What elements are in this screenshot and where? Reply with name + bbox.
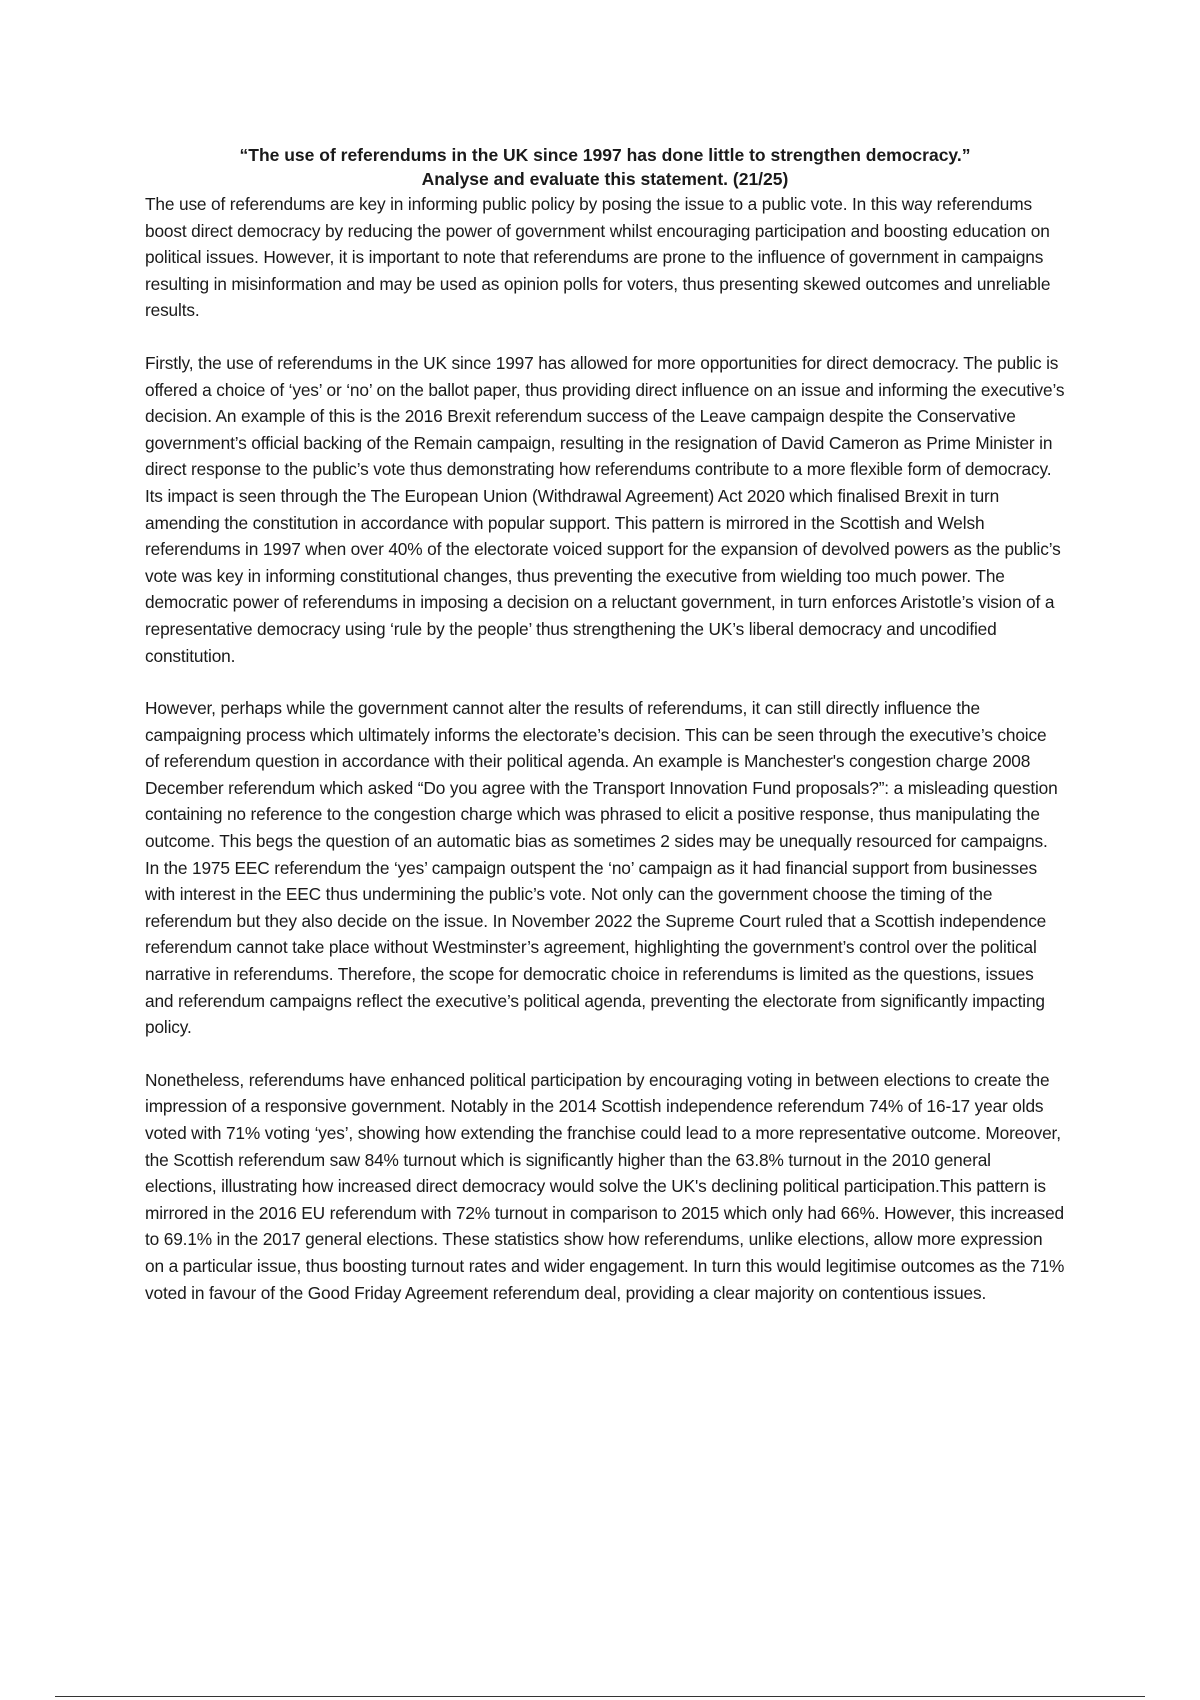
intro-paragraph: The use of referendums are key in informing public policy by posing the issue to a public vote. In this way referendums boost direct democracy by reducing the power of government whilst encouraging participation and boosting education on political issues. However, it is important to note that referendums are prone to the influence of government in campaigns resulting in misinformation and may be used as opinion polls for voters, thus presenting skewed outcomes and unreliable results. bbox=[145, 194, 1051, 321]
footer-divider bbox=[55, 1696, 1145, 1697]
body-paragraph-3: Nonetheless, referendums have enhanced political participation by encouraging voting in between elections to create the impression of a responsive government. Notably in the 2014 Scottish independence referendum 74% of 16-17 year olds voted with 71% voting ‘yes’, showing how extending the franchise could lead to a more representative outcome. Moreover, the Scottish referendum saw 84% turnout which is significantly higher than the 63.8% turnout in the 2010 general elections, illustrating how increased direct democracy would solve the UK's declining political participation.This pattern is mirrored in the 2016 EU referendum with 72% turnout in comparison to 2015 which only had 66%. However, this increased to 69.1% in the 2017 general elections. These statistics show how referendums, unlike elections, allow more expression on a particular issue, thus boosting turnout rates and wider engagement. In turn this would legitimise outcomes as the 71% voted in favour of the Good Friday Agreement referendum deal, providing a clear majority on contentious issues. bbox=[145, 1069, 1065, 1303]
document-page bbox=[145, 143, 1065, 1332]
essay-title-line-1: “The use of referendums in the UK since 1997 has done little to strengthen democracy.” bbox=[239, 145, 971, 165]
body-paragraph-2: However, perhaps while the government cannot alter the results of referendums, it can still directly influence the campaigning process which ultimately informs the electorate’s decision. This can be seen through the executive’s choice of referendum question in accordance with their political agenda. An example is Manchester's congestion charge 2008 December referendum which asked “Do you agree with the Transport Innovation Fund proposals?”: a misleading question containing no reference to the congestion charge which was phrased to elicit a positive response, thus manipulating the outcome. This begs the question of an automatic bias as sometimes 2 sides may be unequally resourced for campaigns. In the 1975 EEC referendum the ‘yes’ campaign outspent the ‘no’ campaign as it had financial support from businesses with interest in the EEC thus undermining the public’s vote. Not only can the government choose the timing of the referendum but they also decide on the issue. In November 2022 the Supreme Court ruled that a Scottish independence referendum cannot take place without Westminster’s agreement, highlighting the government’s control over the political narrative in referendums. Therefore, the scope for democratic choice in referendums is limited as the questions, issues and referendum campaigns reflect the executive’s political agenda, preventing the electorate from significantly impacting policy. bbox=[145, 698, 1058, 1038]
essay-title-line-2: Analyse and evaluate this statement. (21/25) bbox=[421, 169, 789, 189]
body-paragraph-1: Firstly, the use of referendums in the UK since 1997 has allowed for more opportunities for direct democracy. The public is offered a choice of ‘yes’ or ‘no’ on the ballot paper, thus providing direct influence on an issue and informing the executive’s decision. An example of this is the 2016 Brexit referendum success of the Leave campaign despite the Conservative government’s official backing of the Remain campaign, resulting in the resignation of David Cameron as Prime Minister in direct response to the public’s vote thus demonstrating how referendums contribute to a more flexible form of democracy. Its impact is seen through the The European Union (Withdrawal Agreement) Act 2020 which finalised Brexit in turn amending the constitution in accordance with popular support. This pattern is mirrored in the Scottish and Welsh referendums in 1997 when over 40% of the electorate voiced support for the expansion of devolved powers as the public’s vote was key in informing constitutional changes, thus preventing the executive from wielding too much power. The democratic power of referendums in imposing a decision on a reluctant government, in turn enforces Aristotle’s vision of a representative democracy using ‘rule by the people’ thus strengthening the UK’s liberal democracy and uncodified constitution. bbox=[145, 352, 1065, 666]
